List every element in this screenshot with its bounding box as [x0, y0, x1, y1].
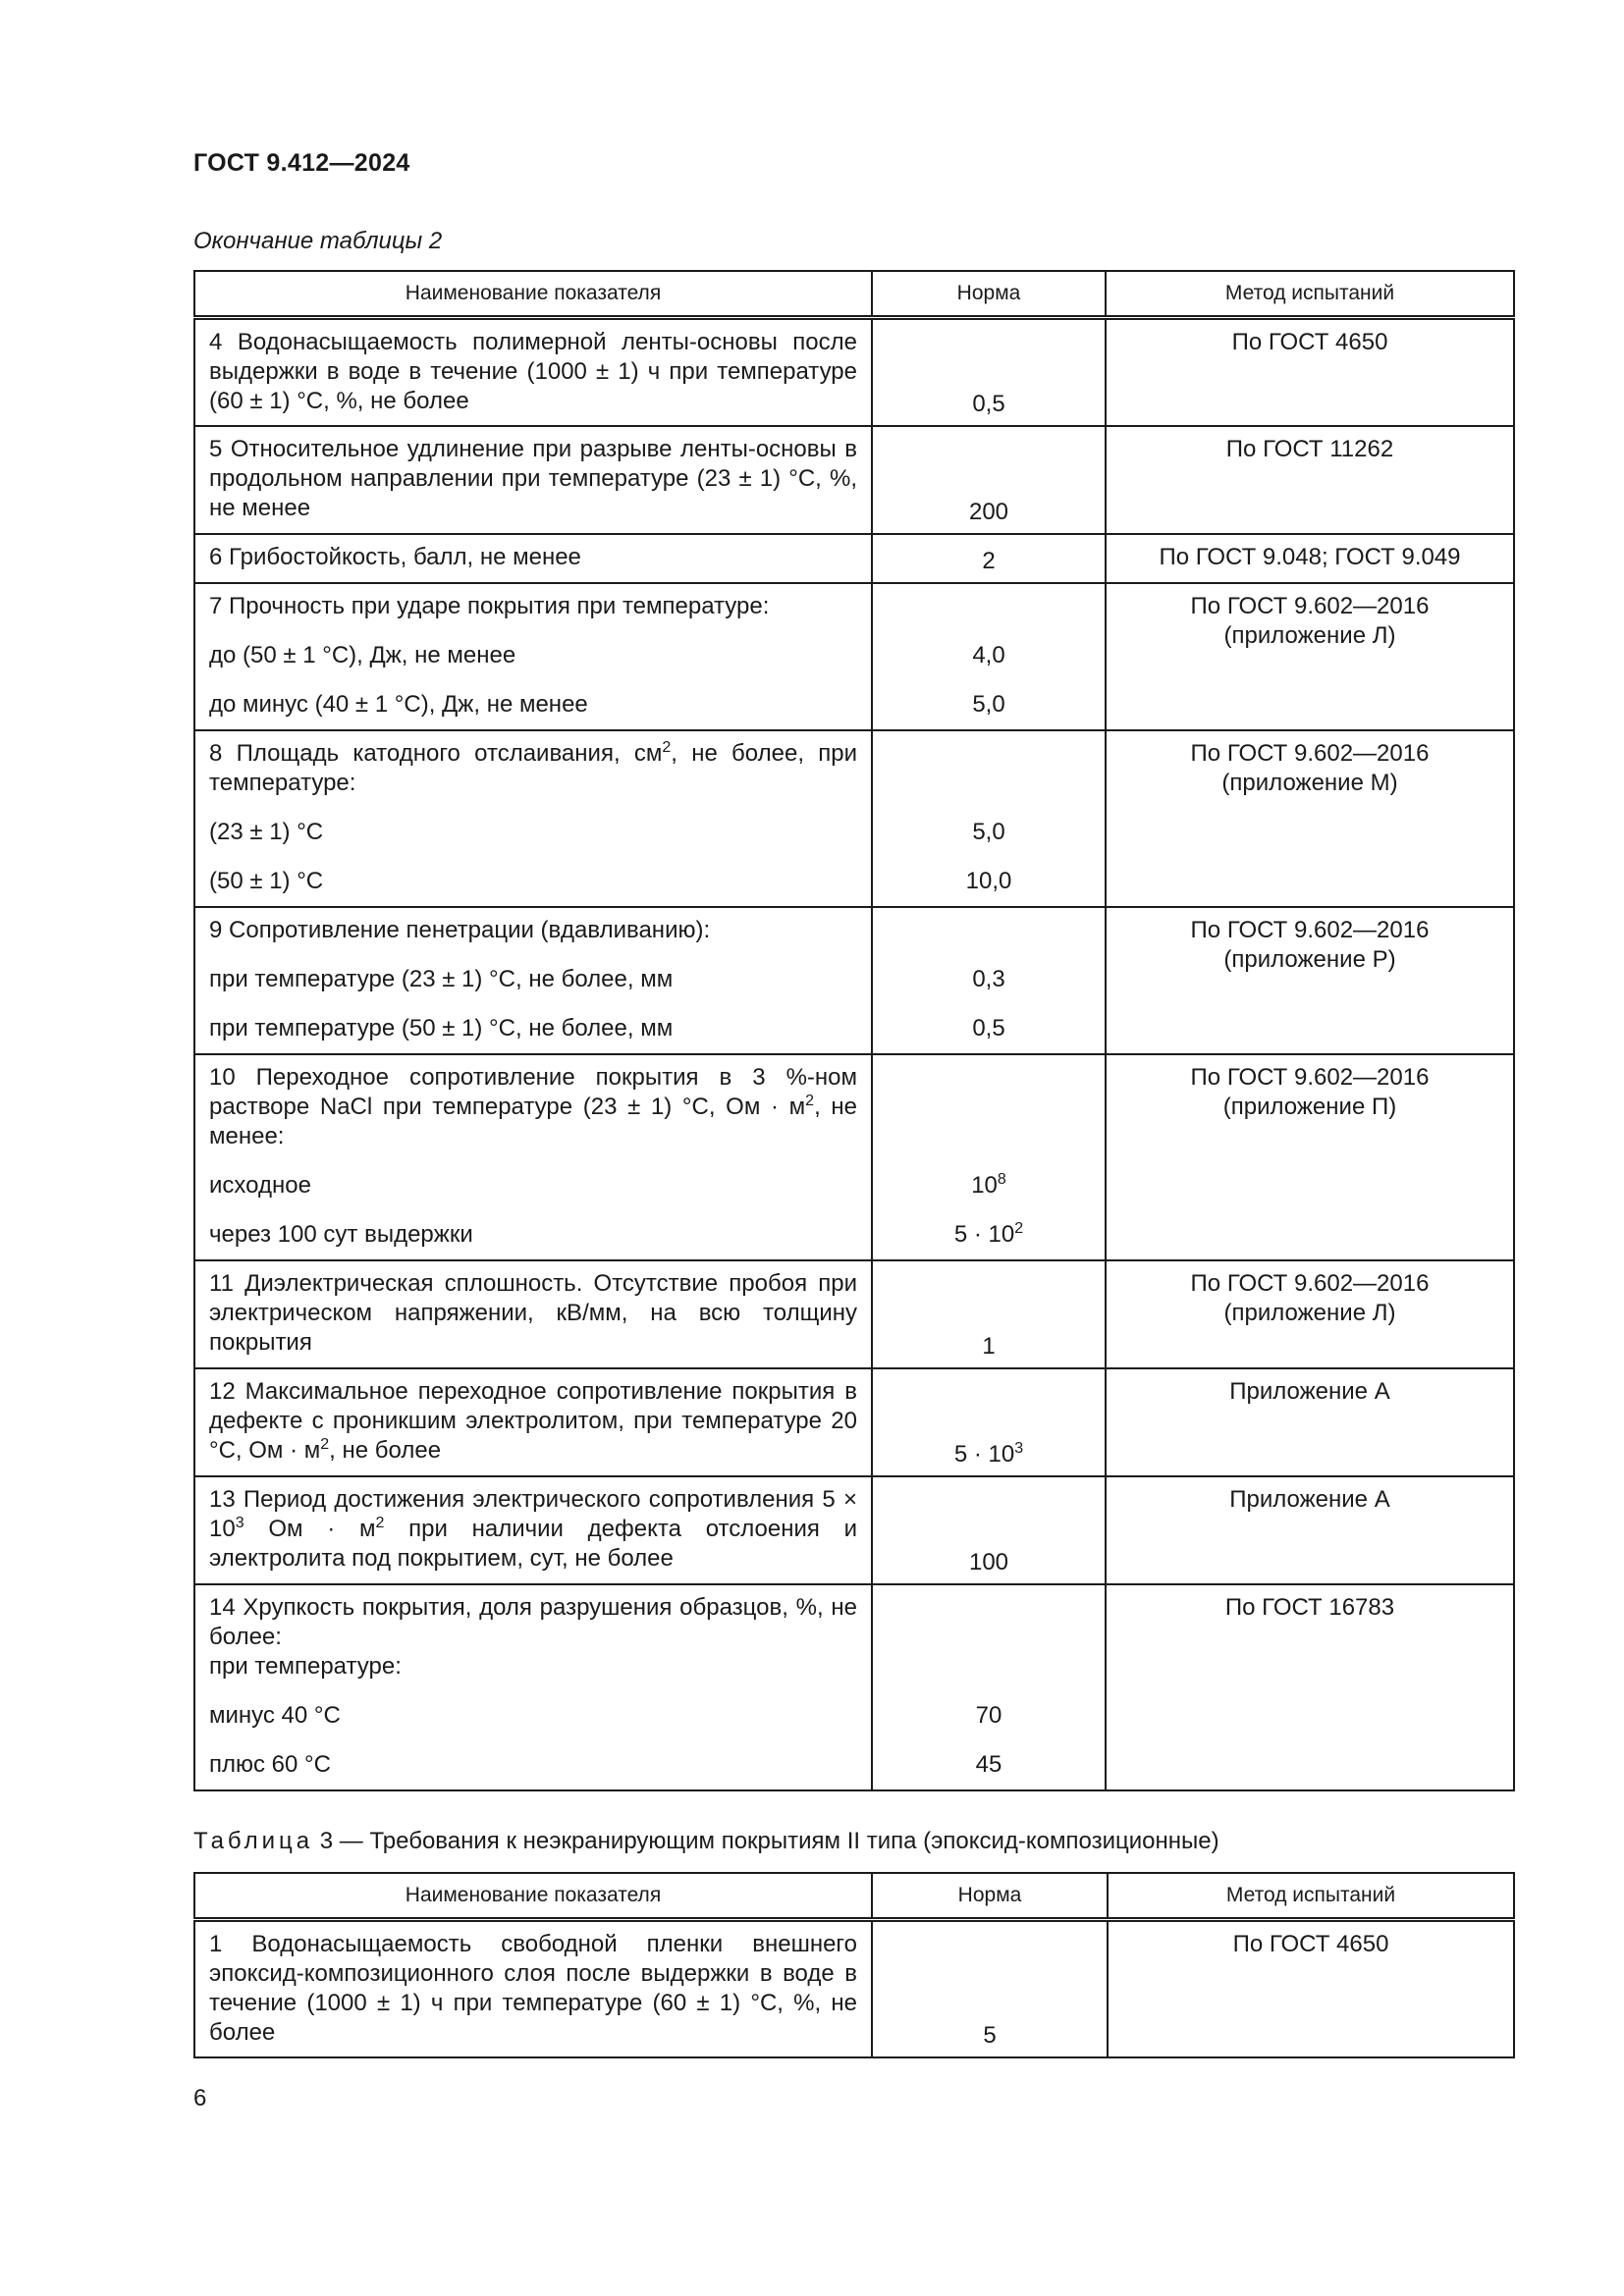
row-10-method1: По ГОСТ 9.602—2016	[1190, 1063, 1430, 1091]
row-11-method2: (приложение Л)	[1223, 1299, 1396, 1326]
table-row	[194, 1584, 1514, 1790]
row-10-norm2: $5 \cdot 10^2$	[953, 1219, 1024, 1248]
t3-row-1-method: По ГОСТ 4650	[1108, 1920, 1514, 2057]
row-10-sub2: через 100 сут выдержки	[209, 1220, 473, 1248]
table-row	[194, 534, 1514, 583]
row-10-method2: (приложение П)	[1222, 1093, 1397, 1120]
row-7-method	[1106, 583, 1514, 730]
row-7-norm2: 5,0	[972, 690, 1005, 718]
table-row	[194, 730, 1514, 907]
row-10-norm1: $10^8$	[971, 1170, 1006, 1199]
row-12-name: 12 Максимальное переходное сопротивление покрытия в дефекте с проникшим электролитом, при температуре 20 °С, Ом · $м^2$, не более	[194, 1368, 872, 1476]
row-14-sub1: минус 40 °С	[209, 1701, 341, 1729]
table-header-row	[194, 1873, 1514, 1920]
row-9-title: 9 Сопротивление пенетрации (вдавливанию):	[209, 916, 711, 943]
row-7-sub2: до минус (40 ± 1 °С), Дж, не менее	[209, 690, 588, 718]
table-row	[194, 907, 1514, 1054]
col-header-method: Метод испытаний	[1108, 1873, 1514, 1920]
row-8-method1: По ГОСТ 9.602—2016	[1190, 739, 1430, 767]
row-10-method	[1106, 1054, 1514, 1260]
col-header-name: Наименование показателя	[194, 1873, 872, 1920]
row-5-name: 5 Относительное удлинение при разрыве ленты-основы в продольном направлении при температуре (23 ± 1) °С, %, не менее	[194, 426, 872, 534]
row-8-title: 8 Площадь катодного отслаивания, $см^2$, не более, при температуре:	[209, 738, 857, 796]
row-11-method	[1106, 1260, 1514, 1368]
row-14-title2: при температуре:	[209, 1652, 402, 1680]
table-2	[193, 270, 1515, 1791]
row-6-norm: 2	[872, 534, 1106, 583]
row-4-norm: 0,5	[872, 318, 1106, 426]
table-row	[194, 1054, 1514, 1260]
row-10-sub1: исходное	[209, 1171, 311, 1199]
row-8-method	[1106, 730, 1514, 907]
row-7-sub1: до (50 ± 1 °С), Дж, не менее	[209, 641, 516, 668]
row-8-norm2: 10,0	[965, 867, 1012, 894]
table3-caption: Таблица 3 — Требования к неэкранирующим покрытиям II типа (эпоксид-композиционные)	[193, 1828, 1219, 1854]
col-header-name: Наименование показателя	[194, 271, 872, 318]
row-9-method1: По ГОСТ 9.602—2016	[1190, 916, 1430, 943]
row-9-norm2: 0,5	[972, 1014, 1005, 1041]
row-14-title: 14 Хрупкость покрытия, доля разрушения образцов, %, не более:	[209, 1593, 857, 1650]
row-8-sub2: (50 ± 1) °С	[209, 867, 324, 894]
row-11-method1: По ГОСТ 9.602—2016	[1190, 1269, 1430, 1297]
row-8-sub1: (23 ± 1) °С	[209, 818, 324, 845]
row-9-name	[194, 907, 872, 1054]
table-row	[194, 426, 1514, 534]
row-14-name	[194, 1584, 872, 1790]
col-header-method: Метод испытаний	[1106, 271, 1514, 318]
row-13-method: Приложение А	[1106, 1476, 1514, 1584]
row-5-method: По ГОСТ 11262	[1106, 426, 1514, 534]
document-header: ГОСТ 9.412—2024	[193, 149, 410, 177]
row-6-name: 6 Грибостойкость, балл, не менее	[194, 534, 872, 583]
row-7-norm1: 4,0	[972, 641, 1005, 668]
row-10-name	[194, 1054, 872, 1260]
row-9-sub1: при температуре (23 ± 1) °С, не более, мм	[209, 965, 674, 992]
row-6-method: По ГОСТ 9.048; ГОСТ 9.049	[1106, 534, 1514, 583]
table-row	[194, 583, 1514, 730]
row-14-method: По ГОСТ 16783	[1106, 1584, 1514, 1790]
row-9-method2: (приложение Р)	[1223, 945, 1396, 973]
page-number: 6	[193, 2085, 207, 2111]
row-8-norm	[872, 730, 1106, 907]
row-12-norm: $5 \cdot 10^3$	[872, 1368, 1106, 1476]
table-row	[194, 1476, 1514, 1584]
row-9-norm1: 0,3	[972, 965, 1005, 992]
row-7-method2: (приложение Л)	[1223, 621, 1396, 649]
table-row	[194, 318, 1514, 426]
table-row	[194, 1368, 1514, 1476]
row-13-name: 13 Период достижения электрического сопротивления $5 \times 10^3$ Ом · $м^2$ при наличии дефекта отслоения и электролита под покрытием, сут, не более	[194, 1476, 872, 1584]
t3-row-1-norm: 5	[872, 1920, 1108, 2057]
row-7-norm	[872, 583, 1106, 730]
row-10-norm	[872, 1054, 1106, 1260]
row-14-sub2: плюс 60 °С	[209, 1750, 331, 1778]
table-header-row	[194, 271, 1514, 318]
row-4-method: По ГОСТ 4650	[1106, 318, 1514, 426]
row-9-norm	[872, 907, 1106, 1054]
table2-caption: Окончание таблицы 2	[193, 228, 443, 254]
row-7-title: 7 Прочность при ударе покрытия при температуре:	[209, 592, 770, 619]
row-11-norm: 1	[872, 1260, 1106, 1368]
row-9-sub2: при температуре (50 ± 1) °С, не более, мм	[209, 1014, 674, 1041]
t3-row-1-name: 1 Водонасыщаемость свободной пленки внешнего эпоксид-композиционного слоя после выдержки в воде в течение (1000 ± 1) ч при температуре (60 ± 1) °С, %, не более	[194, 1920, 872, 2057]
row-11-name: 11 Диэлектрическая сплошность. Отсутствие пробоя при электрическом напряжении, кВ/мм, на всю толщину покрытия	[194, 1260, 872, 1368]
row-4-name: 4 Водонасыщаемость полимерной ленты-основы после выдержки в воде в течение (1000 ± 1) ч при температуре (60 ± 1) °С, %, не более	[194, 318, 872, 426]
row-9-method	[1106, 907, 1514, 1054]
row-14-norm1: 70	[975, 1701, 1002, 1729]
row-7-name	[194, 583, 872, 730]
table-row	[194, 1260, 1514, 1368]
row-8-name	[194, 730, 872, 907]
row-8-norm1: 5,0	[972, 818, 1005, 845]
row-12-method: Приложение А	[1106, 1368, 1514, 1476]
table-row	[194, 1920, 1514, 2057]
col-header-norm: Норма	[872, 1873, 1108, 1920]
row-14-norm	[872, 1584, 1106, 1790]
row-13-norm: 100	[872, 1476, 1106, 1584]
row-8-method2: (приложение М)	[1221, 769, 1398, 796]
row-10-title: 10 Переходное сопротивление покрытия в 3 %-ном растворе NaCl при температуре (23 ± 1) °С, Ом · $м^2$, не менее:	[209, 1063, 857, 1149]
table-3	[193, 1872, 1515, 2058]
row-7-method1: По ГОСТ 9.602—2016	[1190, 592, 1430, 619]
row-14-norm2: 45	[975, 1750, 1002, 1778]
col-header-norm: Норма	[872, 271, 1106, 318]
row-5-norm: 200	[872, 426, 1106, 534]
